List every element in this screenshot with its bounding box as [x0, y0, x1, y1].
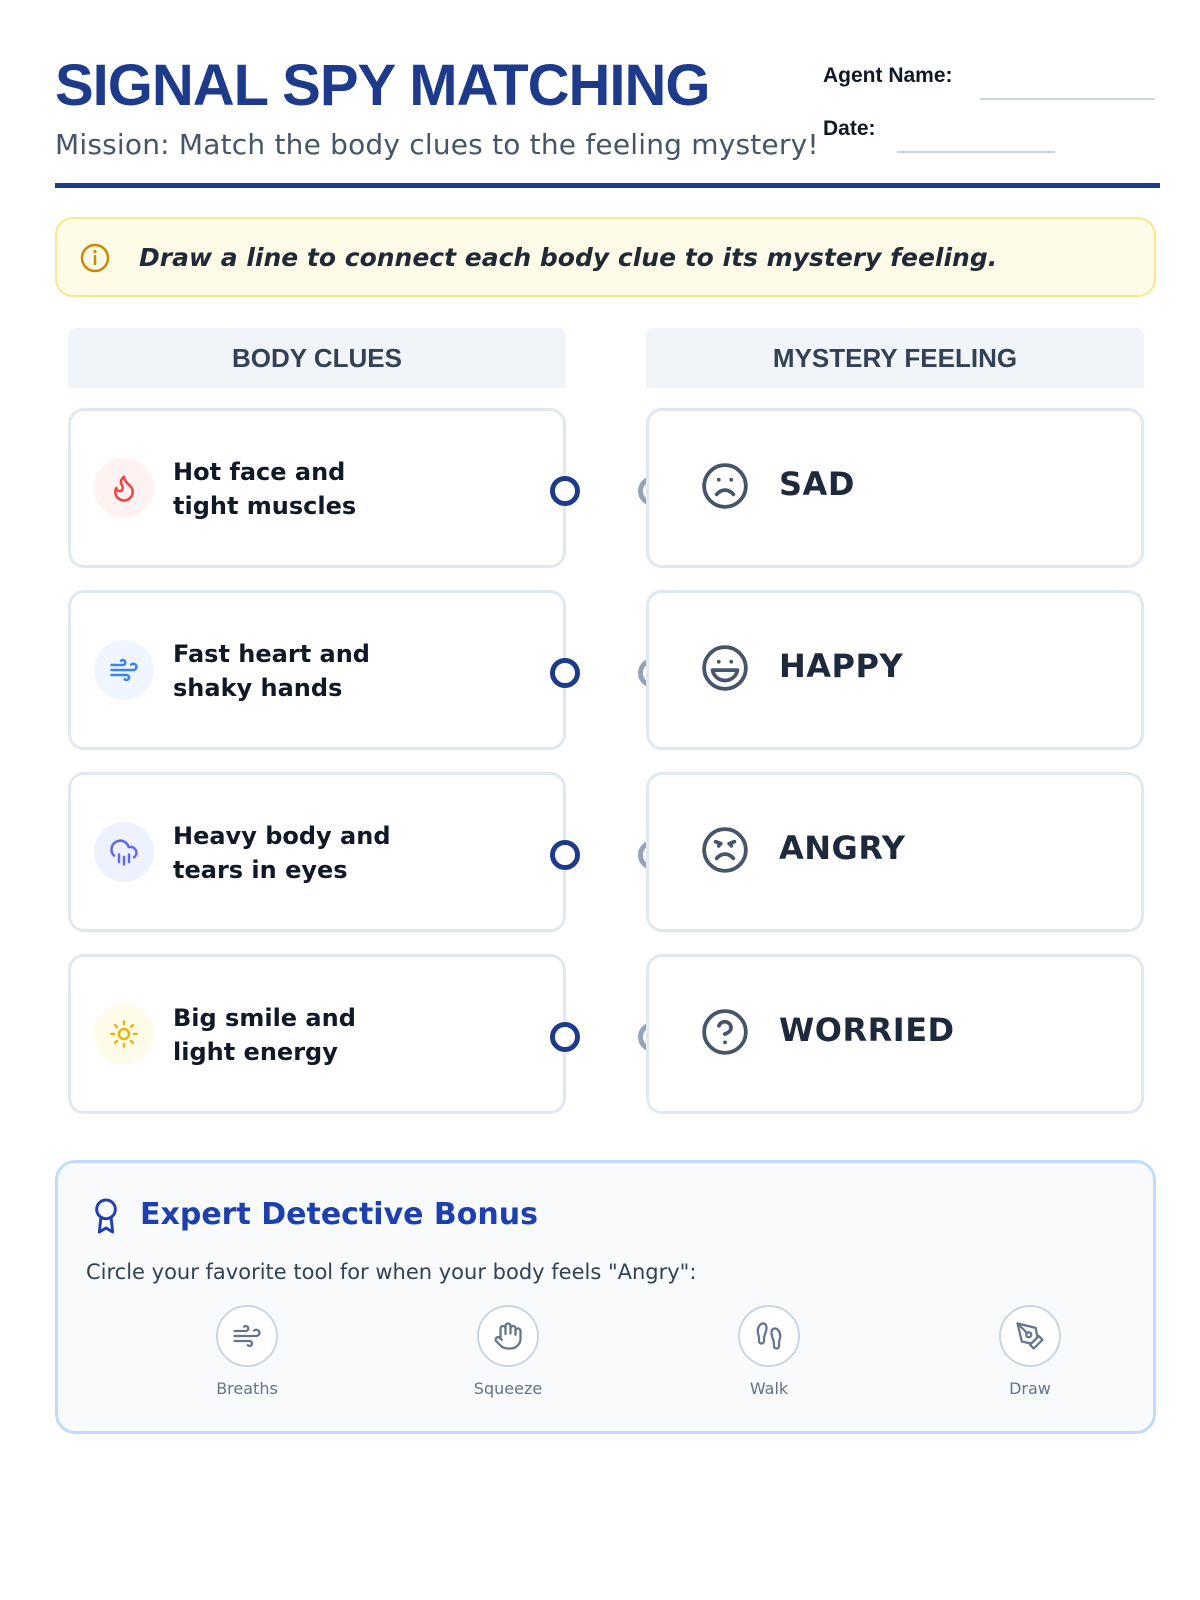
- wind-icon: [232, 1321, 262, 1351]
- clue-icon-badge: [94, 1004, 154, 1064]
- bonus-instruction: Circle your favorite tool for when your body feels "Angry":: [86, 1260, 697, 1284]
- body-clues-header: BODY CLUES: [68, 328, 566, 388]
- tool-circle[interactable]: [738, 1305, 800, 1367]
- clue-icon-badge: [94, 822, 154, 882]
- feeling-card-angry: [646, 772, 1144, 932]
- tool-circle[interactable]: [477, 1305, 539, 1367]
- clue-text: Fast heart and shaky hands: [173, 640, 370, 702]
- tool-draw[interactable]: [972, 1305, 1092, 1405]
- agent-name-label: Agent Name:: [823, 64, 953, 87]
- clue-text: Big smile and light energy: [173, 1004, 356, 1066]
- clue-card-hot-face: [68, 408, 566, 568]
- page-title: SIGNAL SPY MATCHING: [55, 53, 710, 118]
- mission-subtitle: Mission: Match the body clues to the feeling mystery!: [55, 128, 819, 161]
- frown-face-icon: [700, 461, 750, 511]
- cloud-rain-icon: [109, 837, 139, 867]
- tool-walk[interactable]: [711, 1305, 831, 1405]
- laugh-face-icon: [700, 643, 750, 693]
- clue-connector-dot[interactable]: [550, 840, 580, 870]
- sun-icon: [109, 1019, 139, 1049]
- feeling-label: HAPPY: [779, 647, 904, 685]
- clue-card-big-smile: [68, 954, 566, 1114]
- date-label: Date:: [823, 117, 876, 140]
- tool-breaths[interactable]: [189, 1305, 309, 1405]
- question-circle-icon: [700, 1007, 750, 1057]
- tool-circle[interactable]: [999, 1305, 1061, 1367]
- award-icon: [90, 1197, 122, 1235]
- instruction-banner: [55, 217, 1156, 297]
- angry-face-icon: [700, 825, 750, 875]
- tool-label: Draw: [1009, 1379, 1051, 1398]
- bonus-title: Expert Detective Bonus: [140, 1197, 538, 1232]
- expert-bonus-panel: [55, 1160, 1156, 1434]
- tool-label: Squeeze: [473, 1379, 543, 1398]
- instruction-text: Draw a line to connect each body clue to its mystery feeling.: [139, 243, 998, 272]
- clue-text: Heavy body and tears in eyes: [173, 822, 391, 884]
- clue-connector-dot[interactable]: [550, 476, 580, 506]
- feeling-label: ANGRY: [779, 829, 906, 867]
- feeling-card-sad: [646, 408, 1144, 568]
- feeling-card-worried: [646, 954, 1144, 1114]
- clue-card-heavy-body: [68, 772, 566, 932]
- agent-name-field[interactable]: [980, 98, 1155, 100]
- worksheet-header: [55, 0, 1155, 190]
- wind-icon: [109, 655, 139, 685]
- tool-label: Walk: [749, 1379, 789, 1398]
- info-icon: [79, 242, 111, 274]
- tool-circle[interactable]: [216, 1305, 278, 1367]
- flame-icon: [109, 473, 139, 503]
- feeling-label: SAD: [779, 465, 855, 503]
- clue-icon-badge: [94, 640, 154, 700]
- pen-tool-icon: [1015, 1321, 1045, 1351]
- footprints-icon: [754, 1321, 784, 1351]
- clue-card-fast-heart: [68, 590, 566, 750]
- mystery-feeling-header: MYSTERY FEELING: [646, 328, 1144, 388]
- feeling-label: WORRIED: [779, 1011, 955, 1049]
- clue-connector-dot[interactable]: [550, 658, 580, 688]
- date-field[interactable]: [897, 151, 1055, 153]
- clue-connector-dot[interactable]: [550, 1022, 580, 1052]
- tool-squeeze[interactable]: [450, 1305, 570, 1405]
- clue-text: Hot face and tight muscles: [173, 458, 357, 520]
- clue-icon-badge: [94, 458, 154, 518]
- tool-label: Breaths: [216, 1379, 278, 1398]
- header-divider: [55, 183, 1160, 188]
- feeling-card-happy: [646, 590, 1144, 750]
- hand-icon: [493, 1321, 523, 1351]
